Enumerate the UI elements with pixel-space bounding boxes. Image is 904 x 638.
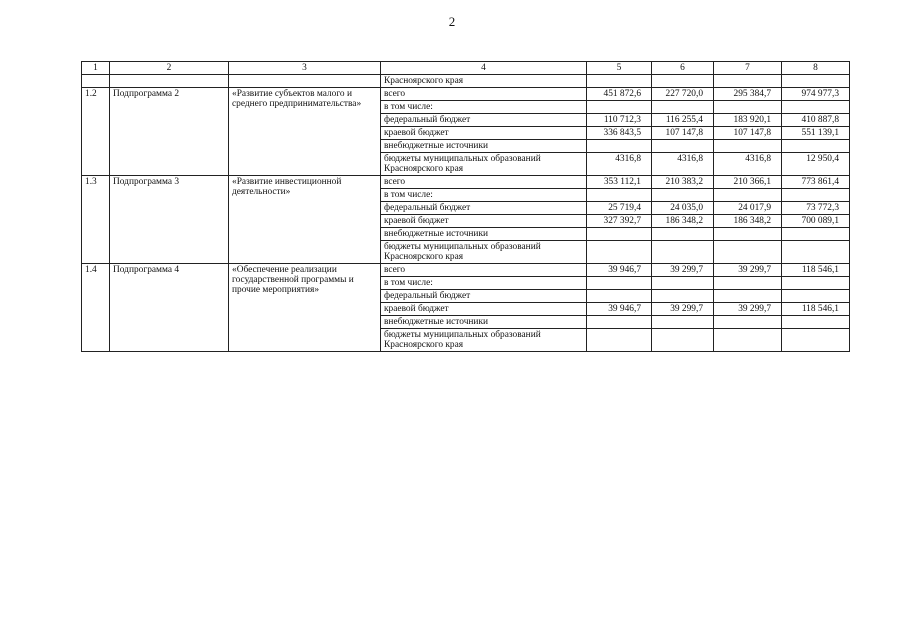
- value-cell: 39 946,7: [587, 303, 652, 316]
- subprogram-name: Подпрограмма 2: [110, 88, 229, 176]
- funding-source-label: внебюджетные источники: [381, 228, 587, 241]
- value-cell: [714, 228, 782, 241]
- subprogram-name: Подпрограмма 4: [110, 264, 229, 352]
- subprogram-index: 1.4: [82, 264, 110, 352]
- subprogram-title: «Развитие субъектов малого и среднего предпринимательства»: [229, 88, 381, 176]
- value-cell: 118 546,1: [782, 264, 850, 277]
- header-cell: 1: [82, 62, 110, 75]
- value-cell: [652, 228, 714, 241]
- value-cell: 183 920,1: [714, 114, 782, 127]
- continuation-row: [82, 75, 850, 88]
- page-number: 2: [448, 14, 456, 29]
- funding-source-label: в том числе:: [381, 101, 587, 114]
- value-cell: [652, 140, 714, 153]
- value-cell: [782, 277, 850, 290]
- value-cell: [587, 101, 652, 114]
- value-cell: [587, 329, 652, 352]
- value-cell: 4316,8: [587, 153, 652, 176]
- value-cell: 12 950,4: [782, 153, 850, 176]
- value-cell: 336 843,5: [587, 127, 652, 140]
- value-cell: [652, 290, 714, 303]
- value-cell: 410 887,8: [782, 114, 850, 127]
- value-cell: 24 035,0: [652, 202, 714, 215]
- value-cell: [714, 316, 782, 329]
- value-cell: [714, 241, 782, 264]
- value-cell: [782, 329, 850, 352]
- funding-source-label: внебюджетные источники: [381, 140, 587, 153]
- value-cell: [714, 101, 782, 114]
- table-row: [82, 88, 850, 101]
- value-cell: [714, 140, 782, 153]
- value-cell: 700 089,1: [782, 215, 850, 228]
- value-cell: [782, 228, 850, 241]
- funding-source-label: краевой бюджет: [381, 127, 587, 140]
- header-cell: 5: [587, 62, 652, 75]
- value-cell: 4316,8: [652, 153, 714, 176]
- value-cell: [714, 329, 782, 352]
- value-cell: [714, 189, 782, 202]
- funding-source-label: в том числе:: [381, 277, 587, 290]
- value-cell: 210 366,1: [714, 176, 782, 189]
- funding-source-label: федеральный бюджет: [381, 290, 587, 303]
- header-cell: 7: [714, 62, 782, 75]
- table-row: [82, 176, 850, 189]
- value-cell: [652, 329, 714, 352]
- value-cell: 551 139,1: [782, 127, 850, 140]
- value-cell: [782, 316, 850, 329]
- header-cell: 6: [652, 62, 714, 75]
- value-cell: 773 861,4: [782, 176, 850, 189]
- value-cell: 186 348,2: [714, 215, 782, 228]
- funding-source-label: краевой бюджет: [381, 303, 587, 316]
- value-cell: 25 719,4: [587, 202, 652, 215]
- value-cell: [782, 101, 850, 114]
- value-cell: [652, 189, 714, 202]
- header-cell: 3: [229, 62, 381, 75]
- subprogram-title: «Обеспечение реализации государственной программы и прочие мероприятия»: [229, 264, 381, 352]
- value-cell: [587, 277, 652, 290]
- value-cell: 295 384,7: [714, 88, 782, 101]
- funding-source-label: в том числе:: [381, 189, 587, 202]
- value-cell: 4316,8: [714, 153, 782, 176]
- value-cell: 118 546,1: [782, 303, 850, 316]
- funding-source-label: всего: [381, 176, 587, 189]
- value-cell: 107 147,8: [714, 127, 782, 140]
- funding-source-label: всего: [381, 88, 587, 101]
- value-cell: [782, 189, 850, 202]
- value-cell: [652, 316, 714, 329]
- value-cell: 227 720,0: [652, 88, 714, 101]
- funding-source-label: бюджеты муниципальных образований Красноярского края: [381, 241, 587, 264]
- funding-source-label: бюджеты муниципальных образований Красноярского края: [381, 329, 587, 352]
- value-cell: 116 255,4: [652, 114, 714, 127]
- value-cell: [652, 277, 714, 290]
- funding-source-label: федеральный бюджет: [381, 114, 587, 127]
- value-cell: 39 299,7: [714, 303, 782, 316]
- value-cell: [587, 189, 652, 202]
- funding-source-label: внебюджетные источники: [381, 316, 587, 329]
- value-cell: [587, 228, 652, 241]
- subprogram-title: «Развитие инвестиционной деятельности»: [229, 176, 381, 264]
- value-cell: 39 299,7: [652, 303, 714, 316]
- value-cell: 327 392,7: [587, 215, 652, 228]
- value-cell: [652, 241, 714, 264]
- funding-source-label: всего: [381, 264, 587, 277]
- header-cell: 4: [381, 62, 587, 75]
- value-cell: 107 147,8: [652, 127, 714, 140]
- header-cell: 2: [110, 62, 229, 75]
- subprogram-index: 1.3: [82, 176, 110, 264]
- value-cell: 73 772,3: [782, 202, 850, 215]
- value-cell: [782, 140, 850, 153]
- value-cell: [652, 101, 714, 114]
- value-cell: [587, 290, 652, 303]
- table-row: [82, 264, 850, 277]
- value-cell: [587, 140, 652, 153]
- value-cell: 210 383,2: [652, 176, 714, 189]
- value-cell: 974 977,3: [782, 88, 850, 101]
- value-cell: [587, 241, 652, 264]
- value-cell: 353 112,1: [587, 176, 652, 189]
- value-cell: 451 872,6: [587, 88, 652, 101]
- value-cell: [714, 290, 782, 303]
- value-cell: [587, 316, 652, 329]
- subprogram-name: Подпрограмма 3: [110, 176, 229, 264]
- value-cell: [782, 290, 850, 303]
- value-cell: 24 017,9: [714, 202, 782, 215]
- value-cell: 39 946,7: [587, 264, 652, 277]
- funding-source-label: бюджеты муниципальных образований Красноярского края: [381, 153, 587, 176]
- funding-source-label: федеральный бюджет: [381, 202, 587, 215]
- budget-table: [81, 61, 850, 352]
- header-cell: 8: [782, 62, 850, 75]
- value-cell: [782, 241, 850, 264]
- funding-source-label: краевой бюджет: [381, 215, 587, 228]
- value-cell: 39 299,7: [714, 264, 782, 277]
- continuation-label: Красноярского края: [381, 75, 587, 88]
- value-cell: [714, 277, 782, 290]
- subprogram-index: 1.2: [82, 88, 110, 176]
- header-row: [82, 62, 850, 75]
- value-cell: 186 348,2: [652, 215, 714, 228]
- value-cell: 110 712,3: [587, 114, 652, 127]
- value-cell: 39 299,7: [652, 264, 714, 277]
